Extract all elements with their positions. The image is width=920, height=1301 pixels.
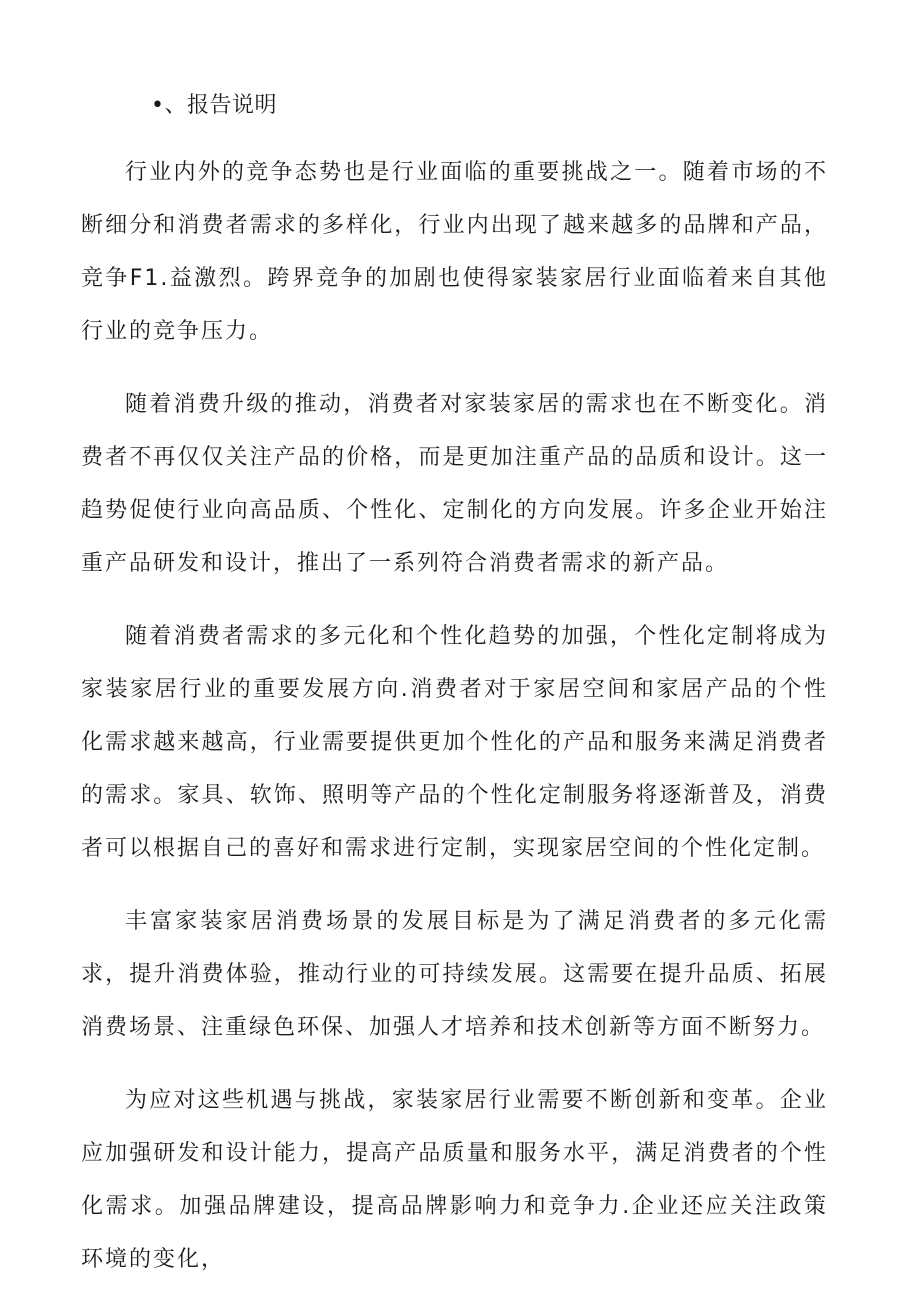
paragraph-consumption-upgrade: 随着消费升级的推动，消费者对家装家居的需求也在不断变化。消费者不再仅仅关注产品的价格，而是更加注重产品的品质和设计。这一趋势促使行业向高品质、个性化、定制化的方向发展。许多企业开始注重产品研发和设计，推出了一系列符合消费者需求的新产品。 xyxy=(81,392,828,576)
paragraph-competition: 行业内外的竞争态势也是行业面临的重要挑战之一。随着市场的不断细分和消费者需求的多样化，行业内出现了越来越多的品牌和产品，竞争F1.益激烈。跨界竞争的加剧也使得家装家居行业面临着来自其他行业的竞争压力。 xyxy=(81,160,828,344)
paragraph-opportunities-challenges: 为应对这些机遇与挑战，家装家居行业需要不断创新和变革。企业应加强研发和设计能力，提高产品质量和服务水平，满足消费者的个性化需求。加强品牌建设，提高品牌影响力和竞争力.企业还应关注政策环境的变化， xyxy=(81,1088,828,1272)
paragraph-consumption-scenes: 丰富家装家居消费场景的发展目标是为了满足消费者的多元化需求，提升消费体验，推动行业的可持续发展。这需要在提升品质、拓展消费场景、注重绿色环保、加强人才培养和技术创新等方面不断努力。 xyxy=(81,909,828,1040)
paragraph-customization: 随着消费者需求的多元化和个性化趋势的加强，个性化定制将成为家装家居行业的重要发展方向.消费者对于家居空间和家居产品的个性化需求越来越高，行业需要提供更加个性化的产品和服务来满足消费者的需求。家具、软饰、照明等产品的个性化定制服务将逐渐普及，消费者可以根据自己的喜好和需求进行定制，实现家居空间的个性化定制。 xyxy=(81,624,828,861)
section-heading: •、报告说明 xyxy=(151,93,277,118)
